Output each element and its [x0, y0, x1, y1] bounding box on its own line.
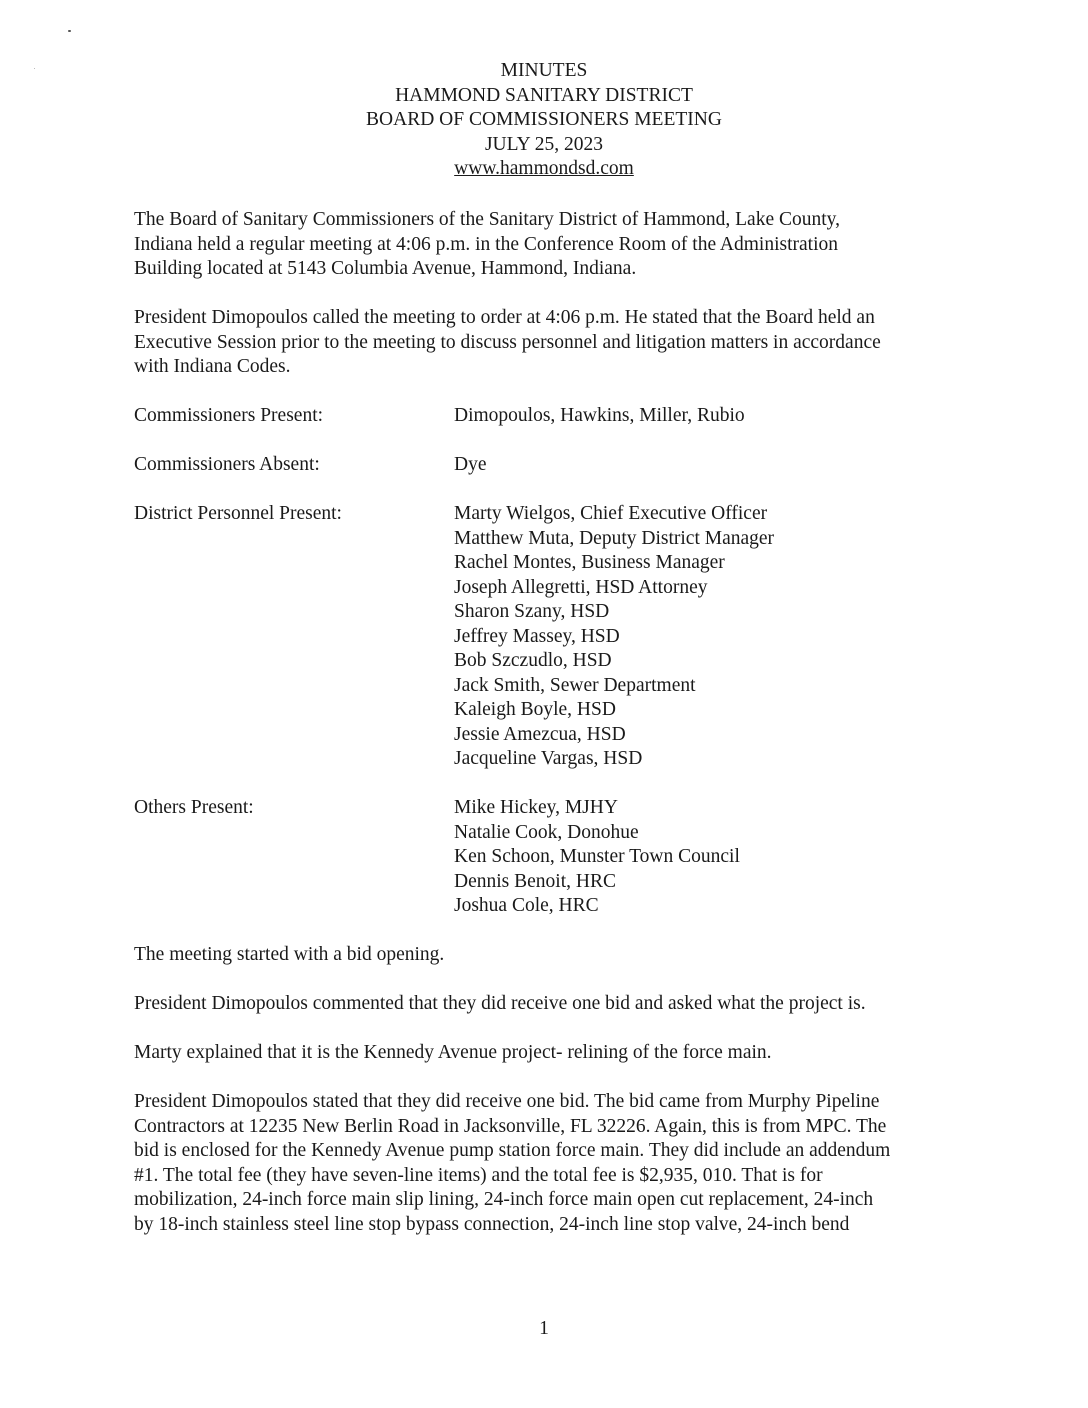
commissioners-absent-list — [454, 453, 487, 478]
attendee-name: Dimopoulos, Hawkins, Miller, Rubio — [454, 405, 745, 426]
attendee-name: Dennis Benoit, HRC — [454, 870, 616, 892]
paragraph-line: #1. The total fee (they have seven-line items) and the total fee is $2,935, 010. That is for — [134, 1164, 823, 1186]
attendee-name: Rachel Montes, Business Manager — [454, 552, 725, 573]
commissioners-present-label: Commissioners Present: — [134, 405, 324, 426]
attendee-name: Jeffrey Massey, HSD — [454, 625, 620, 647]
commissioners-absent-label: Commissioners Absent: — [134, 454, 320, 475]
attendee-name: Marty Wielgos, Chief Executive Officer — [454, 503, 768, 524]
paragraph-line: The meeting started with a bid opening. — [134, 944, 445, 965]
header-organization: HAMMOND SANITARY DISTRICT — [395, 84, 693, 106]
paragraph-line: with Indiana Codes. — [134, 356, 291, 377]
attendee-name: Dye — [454, 454, 487, 475]
paragraph-line: President Dimopoulos called the meeting to order at 4:06 p.m. He stated that the Board held an — [134, 307, 875, 328]
intro-paragraph — [134, 208, 974, 282]
paragraph-line: by 18-inch stainless steel line stop bypass connection, 24-inch line stop valve, 24-inch bend — [134, 1213, 850, 1235]
district-personnel-list — [454, 502, 774, 772]
one-bid-paragraph — [134, 992, 974, 1017]
bid-opening-paragraph — [134, 943, 974, 968]
attendee-name: Kaleigh Boyle, HSD — [454, 699, 616, 720]
paragraph-line: bid is enclosed for the Kennedy Avenue pump station force main. They did include an addendum — [134, 1140, 891, 1161]
paragraph-line: President Dimopoulos commented that they did receive one bid and asked what the project is. — [134, 993, 866, 1014]
header-meeting-type: BOARD OF COMMISSIONERS MEETING — [366, 109, 722, 130]
document-header — [0, 59, 1088, 182]
project-explanation-paragraph — [134, 1041, 974, 1066]
others-present-list — [454, 796, 740, 919]
paragraph-line: The Board of Sanitary Commissioners of the Sanitary District of Hammond, Lake County, — [134, 209, 841, 230]
scan-speck — [68, 30, 71, 32]
attendee-name: Sharon Szany, HSD — [454, 601, 610, 622]
paragraph-line: Contractors at 12235 New Berlin Road in Jacksonville, FL 32226. Again, this is from MPC. The — [134, 1115, 887, 1137]
attendee-name: Jack Smith, Sewer Department — [454, 674, 696, 696]
page-number: 1 — [539, 1318, 549, 1339]
attendee-name: Joseph Allegretti, HSD Attorney — [454, 576, 708, 598]
paragraph-line: Indiana held a regular meeting at 4:06 p.m. in the Conference Room of the Administration — [134, 233, 838, 255]
paragraph-line: President Dimopoulos stated that they did receive one bid. The bid came from Murphy Pipeline — [134, 1091, 880, 1112]
attendee-name: Mike Hickey, MJHY — [454, 797, 618, 818]
attendee-name: Natalie Cook, Donohue — [454, 821, 639, 843]
paragraph-line: mobilization, 24-inch force main slip lining, 24-inch force main open cut replacement, 24-inch — [134, 1189, 874, 1210]
paragraph-line: Marty explained that it is the Kennedy Avenue project- relining of the force main. — [134, 1042, 772, 1063]
call-to-order-paragraph — [134, 306, 974, 380]
attendee-name: Ken Schoon, Munster Town Council — [454, 846, 740, 867]
header-date: JULY 25, 2023 — [484, 133, 604, 155]
header-title: MINUTES — [500, 60, 588, 81]
attendee-name: Matthew Muta, Deputy District Manager — [454, 527, 775, 549]
paragraph-line: Building located at 5143 Columbia Avenue, Hammond, Indiana. — [134, 258, 637, 279]
attendee-name: Bob Szczudlo, HSD — [454, 650, 612, 671]
bid-details-paragraph — [134, 1090, 974, 1237]
attendee-name: Jessie Amezcua, HSD — [454, 723, 626, 745]
website-link[interactable]: www.hammondsd.com — [454, 158, 634, 179]
district-personnel-label: District Personnel Present: — [134, 503, 342, 524]
attendee-name: Jacqueline Vargas, HSD — [454, 748, 643, 769]
commissioners-present-list — [454, 404, 745, 429]
others-present-label: Others Present: — [134, 797, 254, 818]
paragraph-line: Executive Session prior to the meeting to discuss personnel and litigation matters in accordance — [134, 331, 881, 353]
attendee-name: Joshua Cole, HRC — [454, 895, 599, 916]
